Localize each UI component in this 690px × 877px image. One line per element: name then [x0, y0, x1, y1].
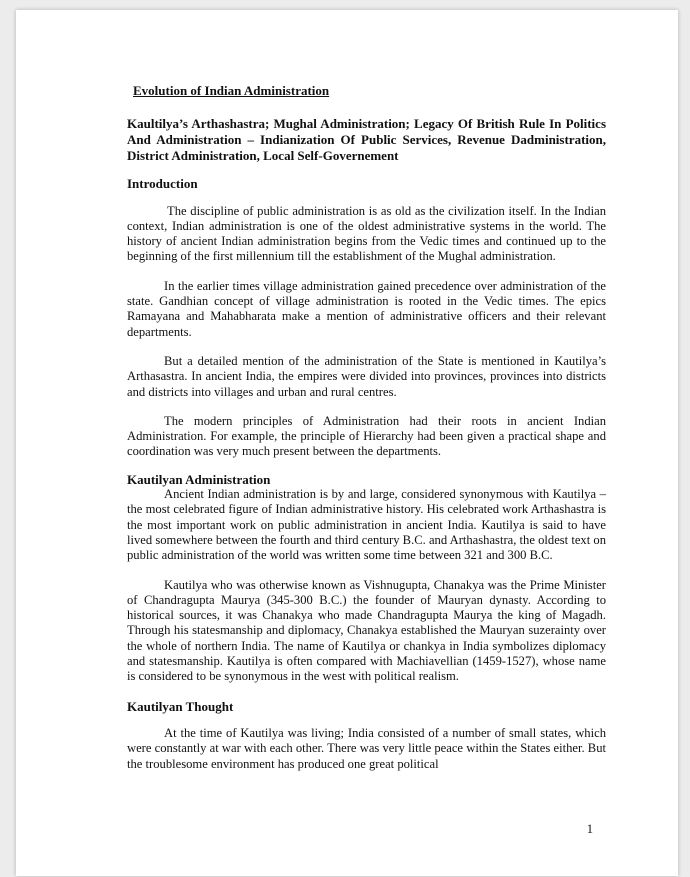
paragraph: Kautilya who was otherwise known as Vishnugupta, Chanakya was the Prime Minister of Chandragupta Maurya (345-300 B.C.) the founder of Mauryan dynasty. According to historical sources, it was Chanakya who made Chandragupta Maurya the king of Magadh. Through his statesmanship and diplomacy, Chanakya established the Mauryan suzerainty over the whole of northern India. The name of Kautilya or chankya in India symbolizes diplomacy and statesmanship. Kautilya is often compared with Machiavellian (1459-1527), whose name is considered to be synonymous in the west with political realism. — [127, 577, 606, 684]
paragraph: The modern principles of Administration had their roots in ancient Indian Administration. For example, the principle of Hierarchy had been given a practical shape and coordination was very much present between the departments. — [127, 413, 606, 459]
section-heading-introduction: Introduction — [127, 176, 198, 192]
document-title: Evolution of Indian Administration — [133, 83, 330, 98]
paragraph: The discipline of public administration is as old as the civilization itself. In the Indian context, Indian administration is one of the oldest administrative systems in the world. The history of ancient Indian administration begins from the Vedic times and continued up to the beginning of the first millennium till the establishment of the Mughal administration. — [127, 203, 606, 264]
document-subtitle: Kaultilya’s Arthashastra; Mughal Administration; Legacy Of British Rule In Politics And Administration – Indianization Of Public Services, Revenue Dadministration, District Administration, Local Self-Governement — [127, 116, 606, 164]
section-heading-kautilyan-thought: Kautilyan Thought — [127, 698, 234, 714]
document-page — [16, 10, 678, 876]
page-number: 1 — [586, 822, 593, 836]
paragraph: Ancient Indian administration is by and large, considered synonymous with Kautilya – the most celebrated figure of Indian administrative history. His celebrated work Arthashastra is the most important work on public administration in ancient India. Kautilya is said to have lived somewhere between the fourth and third century B.C. and Arthashastra, the oldest text on public administration of the world was written some time between 321 and 300 B.C. — [127, 487, 606, 563]
section-heading-kautilyan-administration: Kautilyan Administration — [127, 471, 271, 487]
paragraph: But a detailed mention of the administration of the State is mentioned in Kautilya’s Arthasastra. In ancient India, the empires were divided into provinces, provinces into districts and districts into villages and urban and rural centres. — [127, 353, 606, 399]
paragraph: At the time of Kautilya was living; India consisted of a number of small states, which were constantly at war with each other. There was very little peace within the States either. But the troublesome environment has produced one great political — [127, 725, 606, 771]
paragraph: In the earlier times village administration gained precedence over administration of the state. Gandhian concept of village administration is rooted in the Vedic times. The epics Ramayana and Mahabharata make a mention of administrative officers and their relevant departments. — [127, 278, 606, 339]
page-content — [127, 83, 606, 786]
